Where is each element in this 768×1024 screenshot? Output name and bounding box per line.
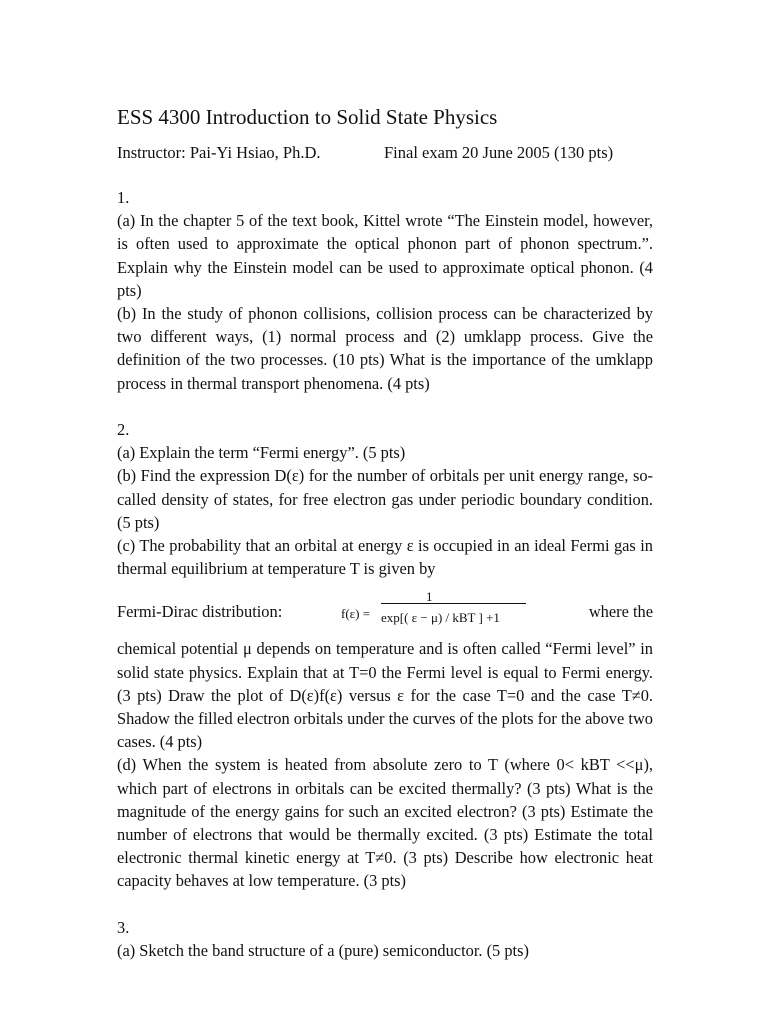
instructor-line: Instructor: Pai-Yi Hsiao, Ph.D.	[117, 143, 321, 162]
question-3a: (a) Sketch the band structure of a (pure) semiconductor. (5 pts)	[117, 941, 529, 961]
formula-lhs: f(ε) =	[341, 606, 371, 622]
question-2c-rest: chemical potential μ depends on temperature and is often called “Fermi level” in solid state physics. Explain that at T=0 the Fermi level is equal to Fermi energy. (3 pts) Draw the plot of D(ε)f(ε) versus ε for the case T=0 and the case T≠0. Shadow the filled electron orbitals under the curves of the plots for the above two cases. (4 pts)	[117, 639, 653, 752]
question-2c-intro: (c) The probability that an orbital at energy ε is occupied in an ideal Fermi gas in thermal equilibrium at temperature T is given by	[117, 536, 653, 579]
question-2a: (a) Explain the term “Fermi energy”. (5 pts)	[117, 443, 406, 463]
question-2d: (d) When the system is heated from absolute zero to T (where 0< kBT <<μ), which part of electrons in orbitals can be excited thermally? (3 pts) What is the magnitude of the energy gains for such an excited electron? (3 pts) Estimate the number of electrons that would be thermally excited. (3 pts) Estimate the total electronic thermal kinetic energy at T≠0. (3 pts) Describe how electronic heat capacity behaves at low temperature. (3 pts)	[117, 755, 653, 891]
fermi-dirac-row	[117, 580, 653, 637]
exam-info: Final exam 20 June 2005 (130 pts)	[384, 143, 614, 162]
formula-denominator: exp[( ε − μ) / kBT ] +1	[381, 610, 500, 626]
question-2b: (b) Find the expression D(ε) for the number of orbitals per unit energy range, so-called density of states, for free electron gas under periodic boundary condition. (5 pts)	[117, 466, 653, 532]
question-2-number: 2.	[117, 420, 130, 440]
formula-numerator: 1	[426, 589, 433, 605]
question-3-number: 3.	[117, 917, 130, 937]
course-title: ESS 4300 Introduction to Solid State Physics	[117, 105, 498, 129]
spacer	[117, 893, 653, 916]
question-1-number: 1.	[117, 188, 130, 207]
fraction-bar	[381, 603, 526, 604]
spacer	[117, 395, 653, 418]
fermi-dirac-label: Fermi-Dirac distribution:	[117, 602, 283, 622]
where-the-text: where the	[588, 602, 653, 622]
exam-body	[117, 186, 653, 962]
fermi-dirac-formula	[341, 580, 531, 630]
question-1a: (a) In the chapter 5 of the text book, Kittel wrote “The Einstein model, however, is often used to approximate the optical phonon part of phonon spectrum.”. Explain why the Einstein model can be used to approximate optical phonon. (4 pts)	[117, 211, 653, 300]
question-1b: (b) In the study of phonon collisions, collision process can be characterized by two different ways, (1) normal process and (2) umklapp process. Give the definition of the two processes. (10 pts) What is the importance of the umklapp process in thermal transport phenomena. (4 pts)	[117, 304, 653, 393]
